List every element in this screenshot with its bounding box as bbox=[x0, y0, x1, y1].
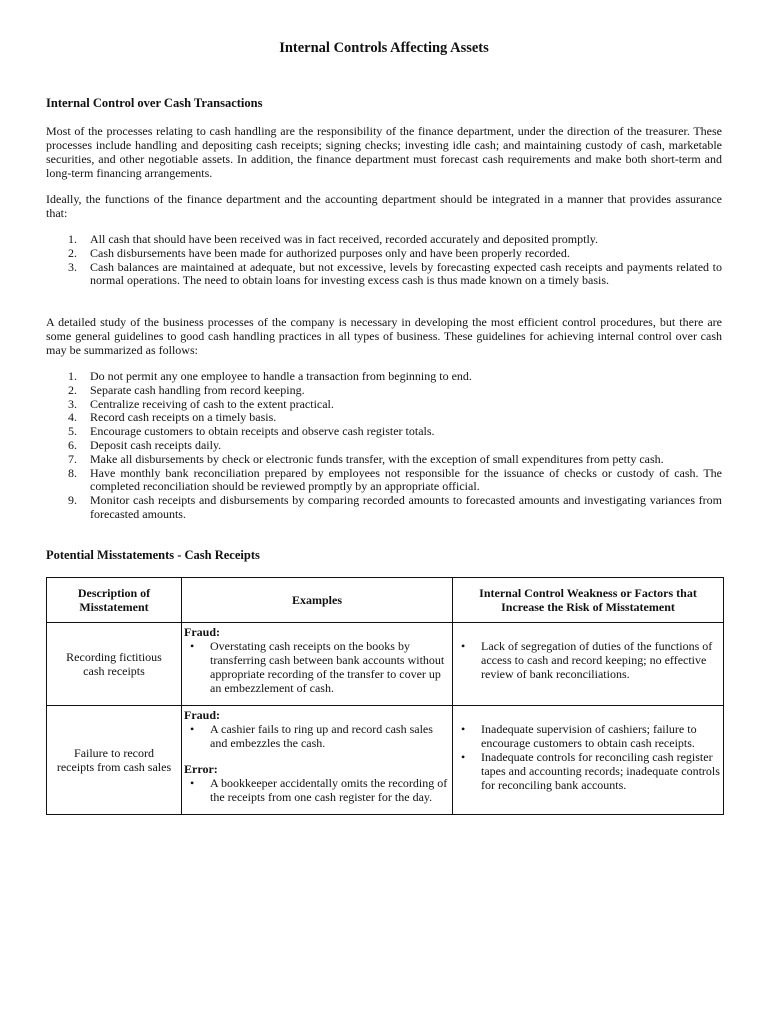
weakness-item: • Inadequate supervision of cashiers; failure to encourage customers to obtain cash receipts. bbox=[455, 722, 721, 750]
list-item bbox=[46, 425, 722, 439]
list-number: 8. bbox=[68, 465, 77, 480]
list-text: Have monthly bank reconciliation prepared by employees not responsible for the issuance of checks or custody of cash. The completed reconciliation should be reviewed promptly by an appropriate official. bbox=[90, 465, 722, 494]
list-item bbox=[46, 233, 722, 247]
document-title: Internal Controls Affecting Assets bbox=[279, 40, 489, 56]
weakness-list bbox=[455, 639, 721, 681]
fraud-examples-list bbox=[184, 722, 450, 750]
weakness-item: • Lack of segregation of duties of the functions of access to cash and record keeping; no effective review of bank reconciliations. bbox=[455, 639, 721, 681]
list-item bbox=[46, 467, 722, 495]
column-header-weakness: Internal Control Weakness or Factors that Increase the Risk of Misstatement bbox=[453, 578, 724, 623]
weakness-cell bbox=[453, 706, 724, 815]
list-item bbox=[46, 384, 722, 398]
list-item bbox=[46, 247, 722, 261]
paragraph-2: Ideally, the functions of the finance department and the accounting department should be integrated in a manner that provides assurance that: bbox=[46, 192, 722, 220]
list-number: 5. bbox=[68, 424, 77, 439]
list-number: 9. bbox=[68, 493, 77, 508]
column-header-description: Description of Misstatement bbox=[47, 578, 182, 623]
list-text: Monitor cash receipts and disbursements by comparing recorded amounts to forecasted amounts and investigating variances from forecasted amounts. bbox=[90, 493, 722, 521]
list-item bbox=[46, 494, 722, 522]
weakness-cell bbox=[453, 623, 724, 706]
example-item: • A cashier fails to ring up and record cash sales and embezzles the cash. bbox=[184, 722, 450, 750]
list-text: Deposit cash receipts daily. bbox=[90, 437, 222, 452]
list-number: 1. bbox=[68, 232, 77, 246]
fraud-label: Fraud: bbox=[184, 625, 220, 639]
list-text: All cash that should have been received was in fact received, recorded accurately and deposited promptly. bbox=[90, 232, 599, 246]
list-text: Make all disbursements by check or electronic funds transfer, with the exception of small expenditures from petty cash. bbox=[90, 451, 664, 466]
misstatements-table bbox=[46, 577, 724, 815]
paragraph-3: A detailed study of the business processes of the company is necessary in developing the most efficient control procedures, but there are some general guidelines to good cash handling practices in all types of business. These guidelines for achieving internal control over cash may be summarized as follows: bbox=[46, 315, 722, 357]
weakness-list bbox=[455, 722, 721, 792]
fraud-examples-list bbox=[184, 639, 450, 695]
list-item bbox=[46, 439, 722, 453]
table-row bbox=[47, 623, 724, 706]
list-text: Do not permit any one employee to handle a transaction from beginning to end. bbox=[90, 369, 472, 383]
guidelines-list bbox=[46, 370, 722, 522]
list-text: Separate cash handling from record keeping. bbox=[90, 382, 305, 397]
paragraph-1: Most of the processes relating to cash handling are the responsibility of the finance department, under the direction of the treasurer. These processes include handling and depositing cash receipts; signing checks; investing idle cash; and maintaining custody of cash, marketable securities, and other negotiable assets. In addition, the finance department must forecast cash requirements and make both short-term and long-term financing arrangements. bbox=[46, 124, 722, 180]
assurance-list bbox=[46, 233, 722, 288]
misstatement-description: Recording fictitious cash receipts bbox=[47, 623, 182, 706]
examples-cell bbox=[182, 706, 453, 815]
list-text: Record cash receipts on a timely basis. bbox=[90, 410, 277, 425]
list-item bbox=[46, 411, 722, 425]
error-label: Error: bbox=[184, 762, 218, 776]
list-text: Cash disbursements have been made for authorized purposes only and have been properly recorded. bbox=[90, 245, 570, 260]
weakness-item: • Inadequate controls for reconciling cash register tapes and accounting records; inadequate controls for reconciling bank accounts. bbox=[455, 750, 721, 792]
table-row bbox=[47, 706, 724, 815]
list-number: 3. bbox=[68, 396, 77, 411]
misstatement-description: Failure to record receipts from cash sales bbox=[47, 706, 182, 815]
error-examples-list bbox=[184, 776, 450, 804]
list-item bbox=[46, 398, 722, 412]
list-number: 6. bbox=[68, 437, 77, 452]
table-header-row bbox=[47, 578, 724, 623]
list-item bbox=[46, 370, 722, 384]
section-heading: Internal Control over Cash Transactions bbox=[46, 96, 263, 110]
list-number: 1. bbox=[68, 369, 77, 383]
list-text: Centralize receiving of cash to the extent practical. bbox=[90, 396, 334, 411]
list-number: 3. bbox=[68, 259, 77, 274]
list-number: 2. bbox=[68, 245, 77, 260]
examples-cell bbox=[182, 623, 453, 706]
fraud-label: Fraud: bbox=[184, 708, 220, 722]
example-item: • A bookkeeper accidentally omits the recording of the receipts from one cash register for the day. bbox=[184, 776, 450, 804]
list-item bbox=[46, 261, 722, 289]
list-text: Cash balances are maintained at adequate, but not excessive, levels by forecasting expected cash receipts and payments related to normal operations. The need to obtain loans for investing excess cash is thus made known on a timely basis. bbox=[90, 259, 722, 288]
list-text: Encourage customers to obtain receipts and observe cash register totals. bbox=[90, 424, 435, 439]
example-item: • Overstating cash receipts on the books by transferring cash between bank accounts without appropriate recording of the transfer to cover up an embezzlement of cash. bbox=[184, 639, 450, 695]
list-item bbox=[46, 453, 722, 467]
column-header-examples: Examples bbox=[182, 578, 453, 623]
list-number: 4. bbox=[68, 410, 77, 425]
table-heading: Potential Misstatements - Cash Receipts bbox=[46, 548, 260, 562]
list-number: 7. bbox=[68, 451, 77, 466]
list-number: 2. bbox=[68, 382, 77, 397]
